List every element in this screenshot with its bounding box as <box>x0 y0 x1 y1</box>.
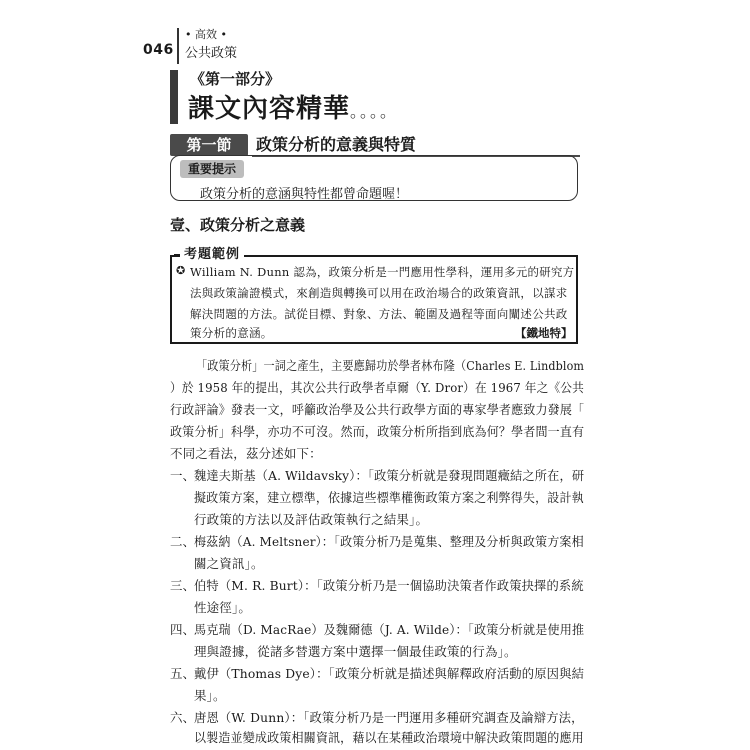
list-item-line: 果」。 <box>194 688 226 703</box>
list-item-line: 性途徑」。 <box>194 600 252 615</box>
list-item-number: 四、 <box>170 622 196 637</box>
paragraph-line: 政策分析」科學，亦功不可沒。然而，政策分析所指到底為何？學者間一直有 <box>170 424 585 439</box>
part-accent-bar <box>170 70 178 124</box>
section-title: 政策分析的意義與特質 <box>256 135 417 154</box>
list-item-line: 行政策的方法以及評估政策執行之結果」。 <box>194 512 429 527</box>
section-tab: 第一節 <box>170 134 248 156</box>
list-item-line: 戴伊（Thomas Dye）：「政策分析就是描述與解釋政府活動的原因與結 <box>194 666 585 681</box>
list-item-line: 擬政策方案，建立標準，依據這些標準權衡政策方案之利弊得失，設計執 <box>194 490 584 505</box>
list-item-line: 伯特（M. R. Burt）：「政策分析乃是一個協助決策者作政策抉擇的系統 <box>194 578 584 593</box>
list-item-line: 唐恩（W. Dunn）：「政策分析乃是一門運用多種研究調查及論辯方法， <box>194 710 584 725</box>
list-item-line: 馬克瑞（D. MacRae）及魏爾德（J. A. Wilde）：「政策分析就是使用推 <box>194 622 585 637</box>
part-label: 《第一部分》 <box>190 70 281 88</box>
part-title-text: 課文內容精華 <box>188 94 351 124</box>
exam-question-line: 解決問題的方法。試從目標、對象、方法、範圍及過程等面向闡述公共政 <box>190 307 568 321</box>
list-item-line: 梅茲納（A. Meltsner）：「政策分析乃是蒐集、整理及分析與政策方案相 <box>194 534 584 549</box>
exam-question-line: 法與政策論證模式，來創造與轉換可以用在政治場合的政策資訊，以謀求 <box>190 286 568 300</box>
page-number: 046 <box>143 42 174 58</box>
exam-question-line: 策分析的意涵。 <box>190 326 273 340</box>
section-banner <box>170 134 580 156</box>
paragraph-line: ）於 1958 年的提出，其次公共行政學者卓爾（Y. Dror）在 1967 年之《公共 <box>170 380 584 395</box>
list-item-number: 六、 <box>170 710 196 725</box>
paragraph-line: 「政策分析」一詞之產生，主要應歸功於學者林布隆（Charles E. Lindblom <box>196 358 585 373</box>
list-item-number: 一、 <box>170 468 196 483</box>
paragraph-line: 不同之看法，茲分述如下： <box>170 446 322 461</box>
header-divider <box>177 28 179 64</box>
list-item-number: 三、 <box>170 578 196 593</box>
exam-question-line: William N. Dunn 認為，政策分析是一門應用性學科，運用多元的研究方 <box>190 265 575 279</box>
star-bullet-icon: ✪ <box>176 264 186 277</box>
heading-level-1: 壹、政策分析之意義 <box>170 216 306 234</box>
book-title: 公共政策 <box>185 46 238 61</box>
key-tip-label: 重要提示 <box>180 160 244 178</box>
list-item-number: 五、 <box>170 666 196 681</box>
key-tip-text: 政策分析的意涵與特性都曾命題喔！ <box>200 187 409 202</box>
list-item-line: 理與證據，從諸多替選方案中選擇一個最佳政策的行為」。 <box>194 644 517 659</box>
exam-source: 【鐵地特】 <box>515 326 573 340</box>
list-item-line: 以製造並變成政策相關資訊，藉以在某種政治環境中解決政策問題的應用 <box>194 730 584 745</box>
exam-example-label: 考題範例 <box>180 246 244 264</box>
part-title-dots: 。。。。 <box>350 102 399 121</box>
part-title <box>188 88 398 125</box>
list-item-line: 關之資訊」。 <box>194 556 264 571</box>
paragraph-line: 行政評論》發表一文，呼籲政治學及公共行政學方面的專家學者應致力發展「 <box>170 402 585 417</box>
series-name: • 高效 • <box>185 28 227 41</box>
list-item-number: 二、 <box>170 534 196 549</box>
list-item-line: 魏達夫斯基（A. Wildavsky）：「政策分析就是發現問題癥結之所在，研 <box>194 468 585 483</box>
